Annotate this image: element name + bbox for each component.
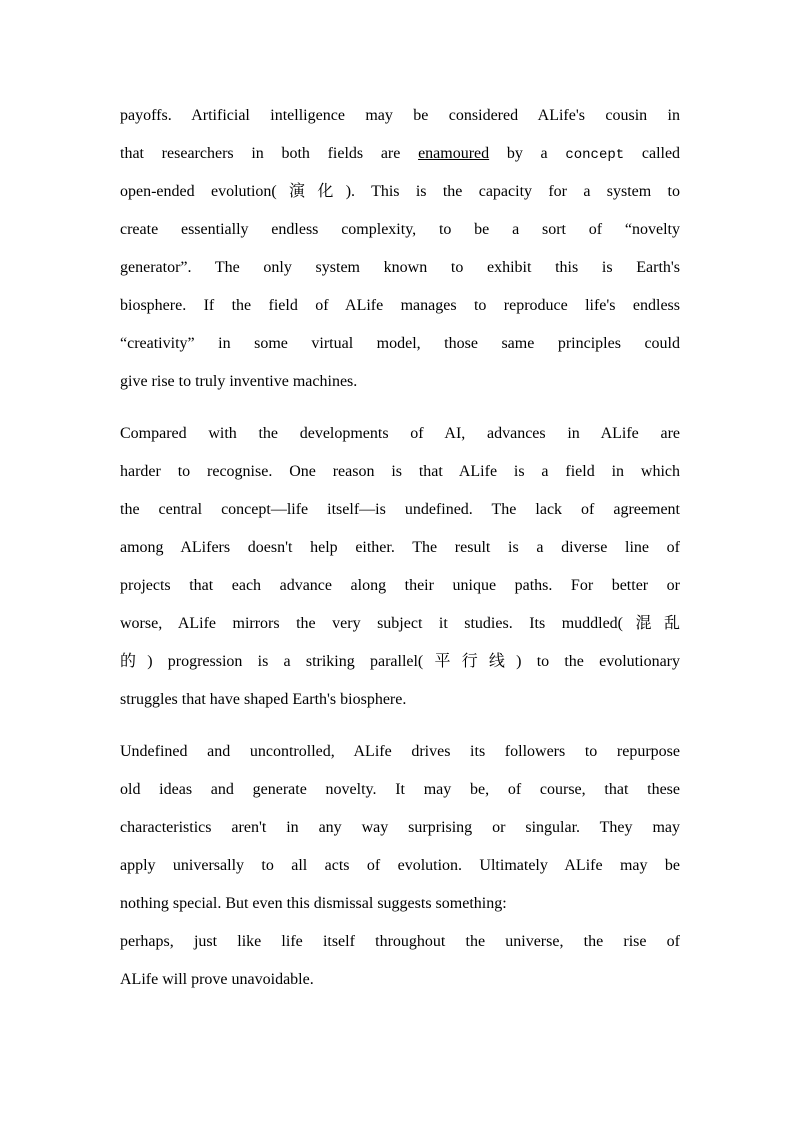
- text-line: struggles that have shaped Earth's biosphere.: [120, 691, 407, 708]
- text-line: ALife will prove unavoidable.: [120, 971, 314, 988]
- text-line: characteristics aren't in any way surprising or singular. They may: [120, 819, 680, 836]
- text-line: nothing special. But even this dismissal suggests something:: [120, 895, 507, 912]
- text-line: generator”. The only system known to exhibit this is Earth's: [120, 259, 680, 276]
- paragraph-3: [120, 733, 680, 999]
- text-line: 的) progression is a striking parallel(平行线) to the evolutionary: [120, 653, 680, 670]
- text-line: Compared with the developments of AI, advances in ALife are: [120, 425, 680, 442]
- text-segment: called: [641, 145, 681, 162]
- text-line: open-ended evolution(演化). This is the capacity for a system to: [120, 183, 680, 200]
- text-line: worse, ALife mirrors the very subject it studies. Its muddled(混乱: [120, 615, 680, 632]
- text-line: projects that each advance along their unique paths. For better or: [120, 577, 680, 594]
- paragraph-2: [120, 415, 680, 719]
- text-line: among ALifers doesn't help either. The result is a diverse line of: [120, 539, 680, 556]
- text-line: “creativity” in some virtual model, those same principles could: [120, 335, 680, 352]
- text-segment: that researchers in both fields are: [120, 145, 401, 162]
- text-line: give rise to truly inventive machines.: [120, 373, 358, 390]
- text-line: the central concept—life itself—is undefined. The lack of agreement: [120, 501, 680, 518]
- text-line: perhaps, just like life itself throughout the universe, the rise of: [120, 933, 680, 950]
- text-line: apply universally to all acts of evolution. Ultimately ALife may be: [120, 857, 680, 874]
- text-line: payoffs. Artificial intelligence may be considered ALife's cousin in: [120, 107, 680, 124]
- text-line: create essentially endless complexity, to be a sort of “novelty: [120, 221, 680, 238]
- text-line: harder to recognise. One reason is that ALife is a field in which: [120, 463, 680, 480]
- text-line: [120, 135, 680, 173]
- paragraph-1: [120, 97, 680, 401]
- underlined-word: enamoured: [418, 145, 490, 162]
- text-line: Undefined and uncontrolled, ALife drives its followers to repurpose: [120, 743, 680, 760]
- text-line: biosphere. If the field of ALife manages to reproduce life's endless: [120, 297, 680, 314]
- monospace-word: concept: [565, 147, 625, 163]
- text-segment: by a: [506, 145, 548, 162]
- text-line: old ideas and generate novelty. It may be, of course, that these: [120, 781, 680, 798]
